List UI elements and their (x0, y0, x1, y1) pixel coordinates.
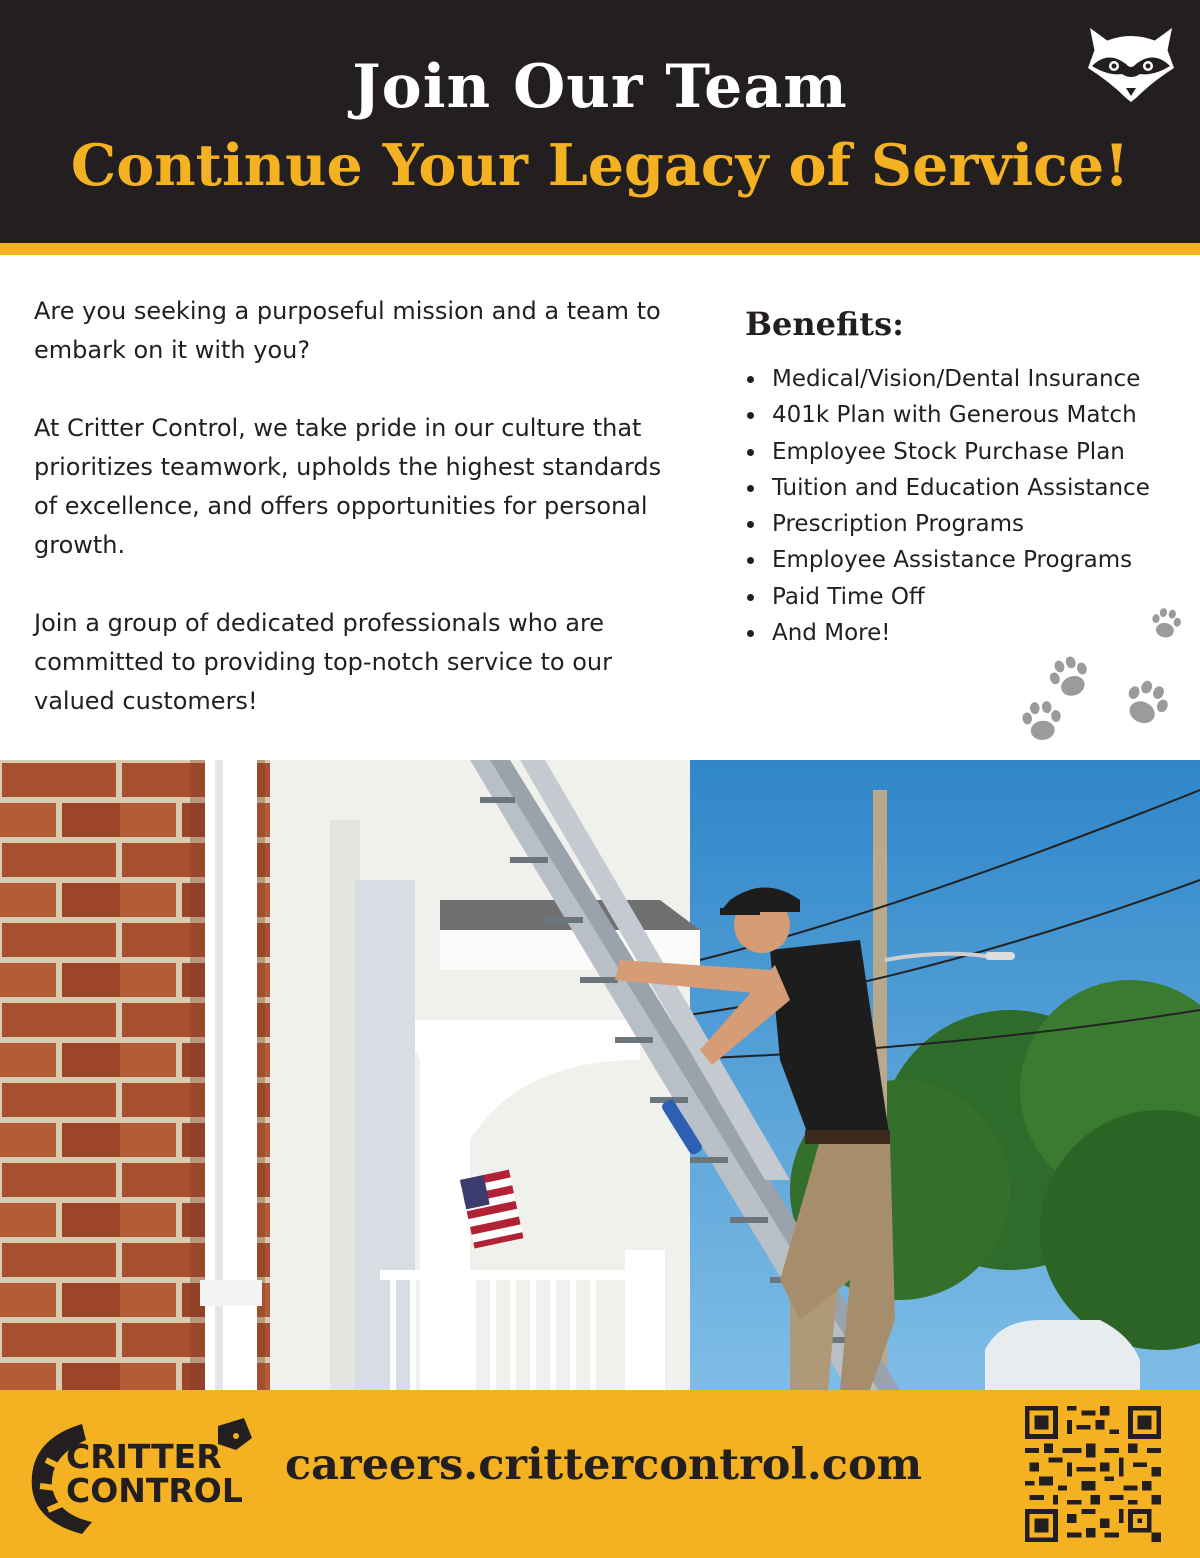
header-banner (0, 0, 1200, 243)
list-item (745, 397, 1185, 433)
benefit-label: Prescription Programs (772, 511, 1025, 538)
intro-paragraph: At Critter Control, we take pride in our culture that prioritizes teamwork, upholds the highest standards of excellence, and offers opportunities for personal growth. (34, 414, 662, 559)
paw-print-icon (1016, 696, 1068, 748)
brand-wordmark-line-1: CRITTER (66, 1437, 222, 1476)
list-item (745, 542, 1185, 578)
footer-bar (0, 1390, 1200, 1558)
bullet-icon (747, 376, 754, 383)
list-item (745, 470, 1185, 506)
list-item (745, 434, 1185, 470)
benefits-heading: Benefits: (745, 305, 904, 343)
paw-print-icon (1111, 669, 1180, 738)
intro-paragraph: Are you seeking a purposeful mission and a team to embark on it with you? (34, 297, 661, 364)
bullet-icon (747, 449, 754, 456)
bullet-icon (747, 485, 754, 492)
benefit-label: Employee Assistance Programs (772, 547, 1133, 574)
photo-illustration (0, 760, 1200, 1390)
benefit-label: 401k Plan with Generous Match (772, 402, 1137, 429)
intro-text (34, 292, 684, 721)
benefit-label: Medical/Vision/Dental Insurance (772, 366, 1141, 392)
bullet-icon (747, 521, 754, 528)
careers-url-link[interactable]: careers.crittercontrol.com (285, 1440, 923, 1490)
benefits-list (745, 361, 1185, 651)
paw-print-icon (1145, 603, 1187, 645)
qr-code-icon[interactable] (1025, 1406, 1161, 1542)
raccoon-face-icon (1082, 24, 1180, 104)
list-item (745, 506, 1185, 542)
list-item (745, 579, 1185, 615)
benefit-label: And More! (772, 620, 891, 647)
bullet-icon (747, 557, 754, 564)
benefit-label: Employee Stock Purchase Plan (772, 438, 1125, 465)
brand-wordmark-line-2: CONTROL (66, 1471, 243, 1510)
technician-climbing-ladder-photo (0, 760, 1200, 1390)
page-subtitle: Continue Your Legacy of Service! (70, 132, 1130, 199)
benefits-section (745, 305, 1185, 651)
intro-paragraph: Join a group of dedicated professionals who are committed to providing top-notch service to our valued customers! (34, 609, 612, 715)
list-item (745, 615, 1185, 651)
header-accent-stripe (0, 243, 1200, 255)
benefit-label: Paid Time Off (772, 583, 925, 610)
critter-control-logo (22, 1410, 262, 1538)
bullet-icon (747, 594, 754, 601)
bullet-icon (747, 412, 754, 419)
page-title: Join Our Team (352, 52, 848, 122)
benefit-label: Tuition and Education Assistance (772, 474, 1150, 501)
list-item (745, 361, 1185, 397)
bullet-icon (747, 630, 754, 637)
